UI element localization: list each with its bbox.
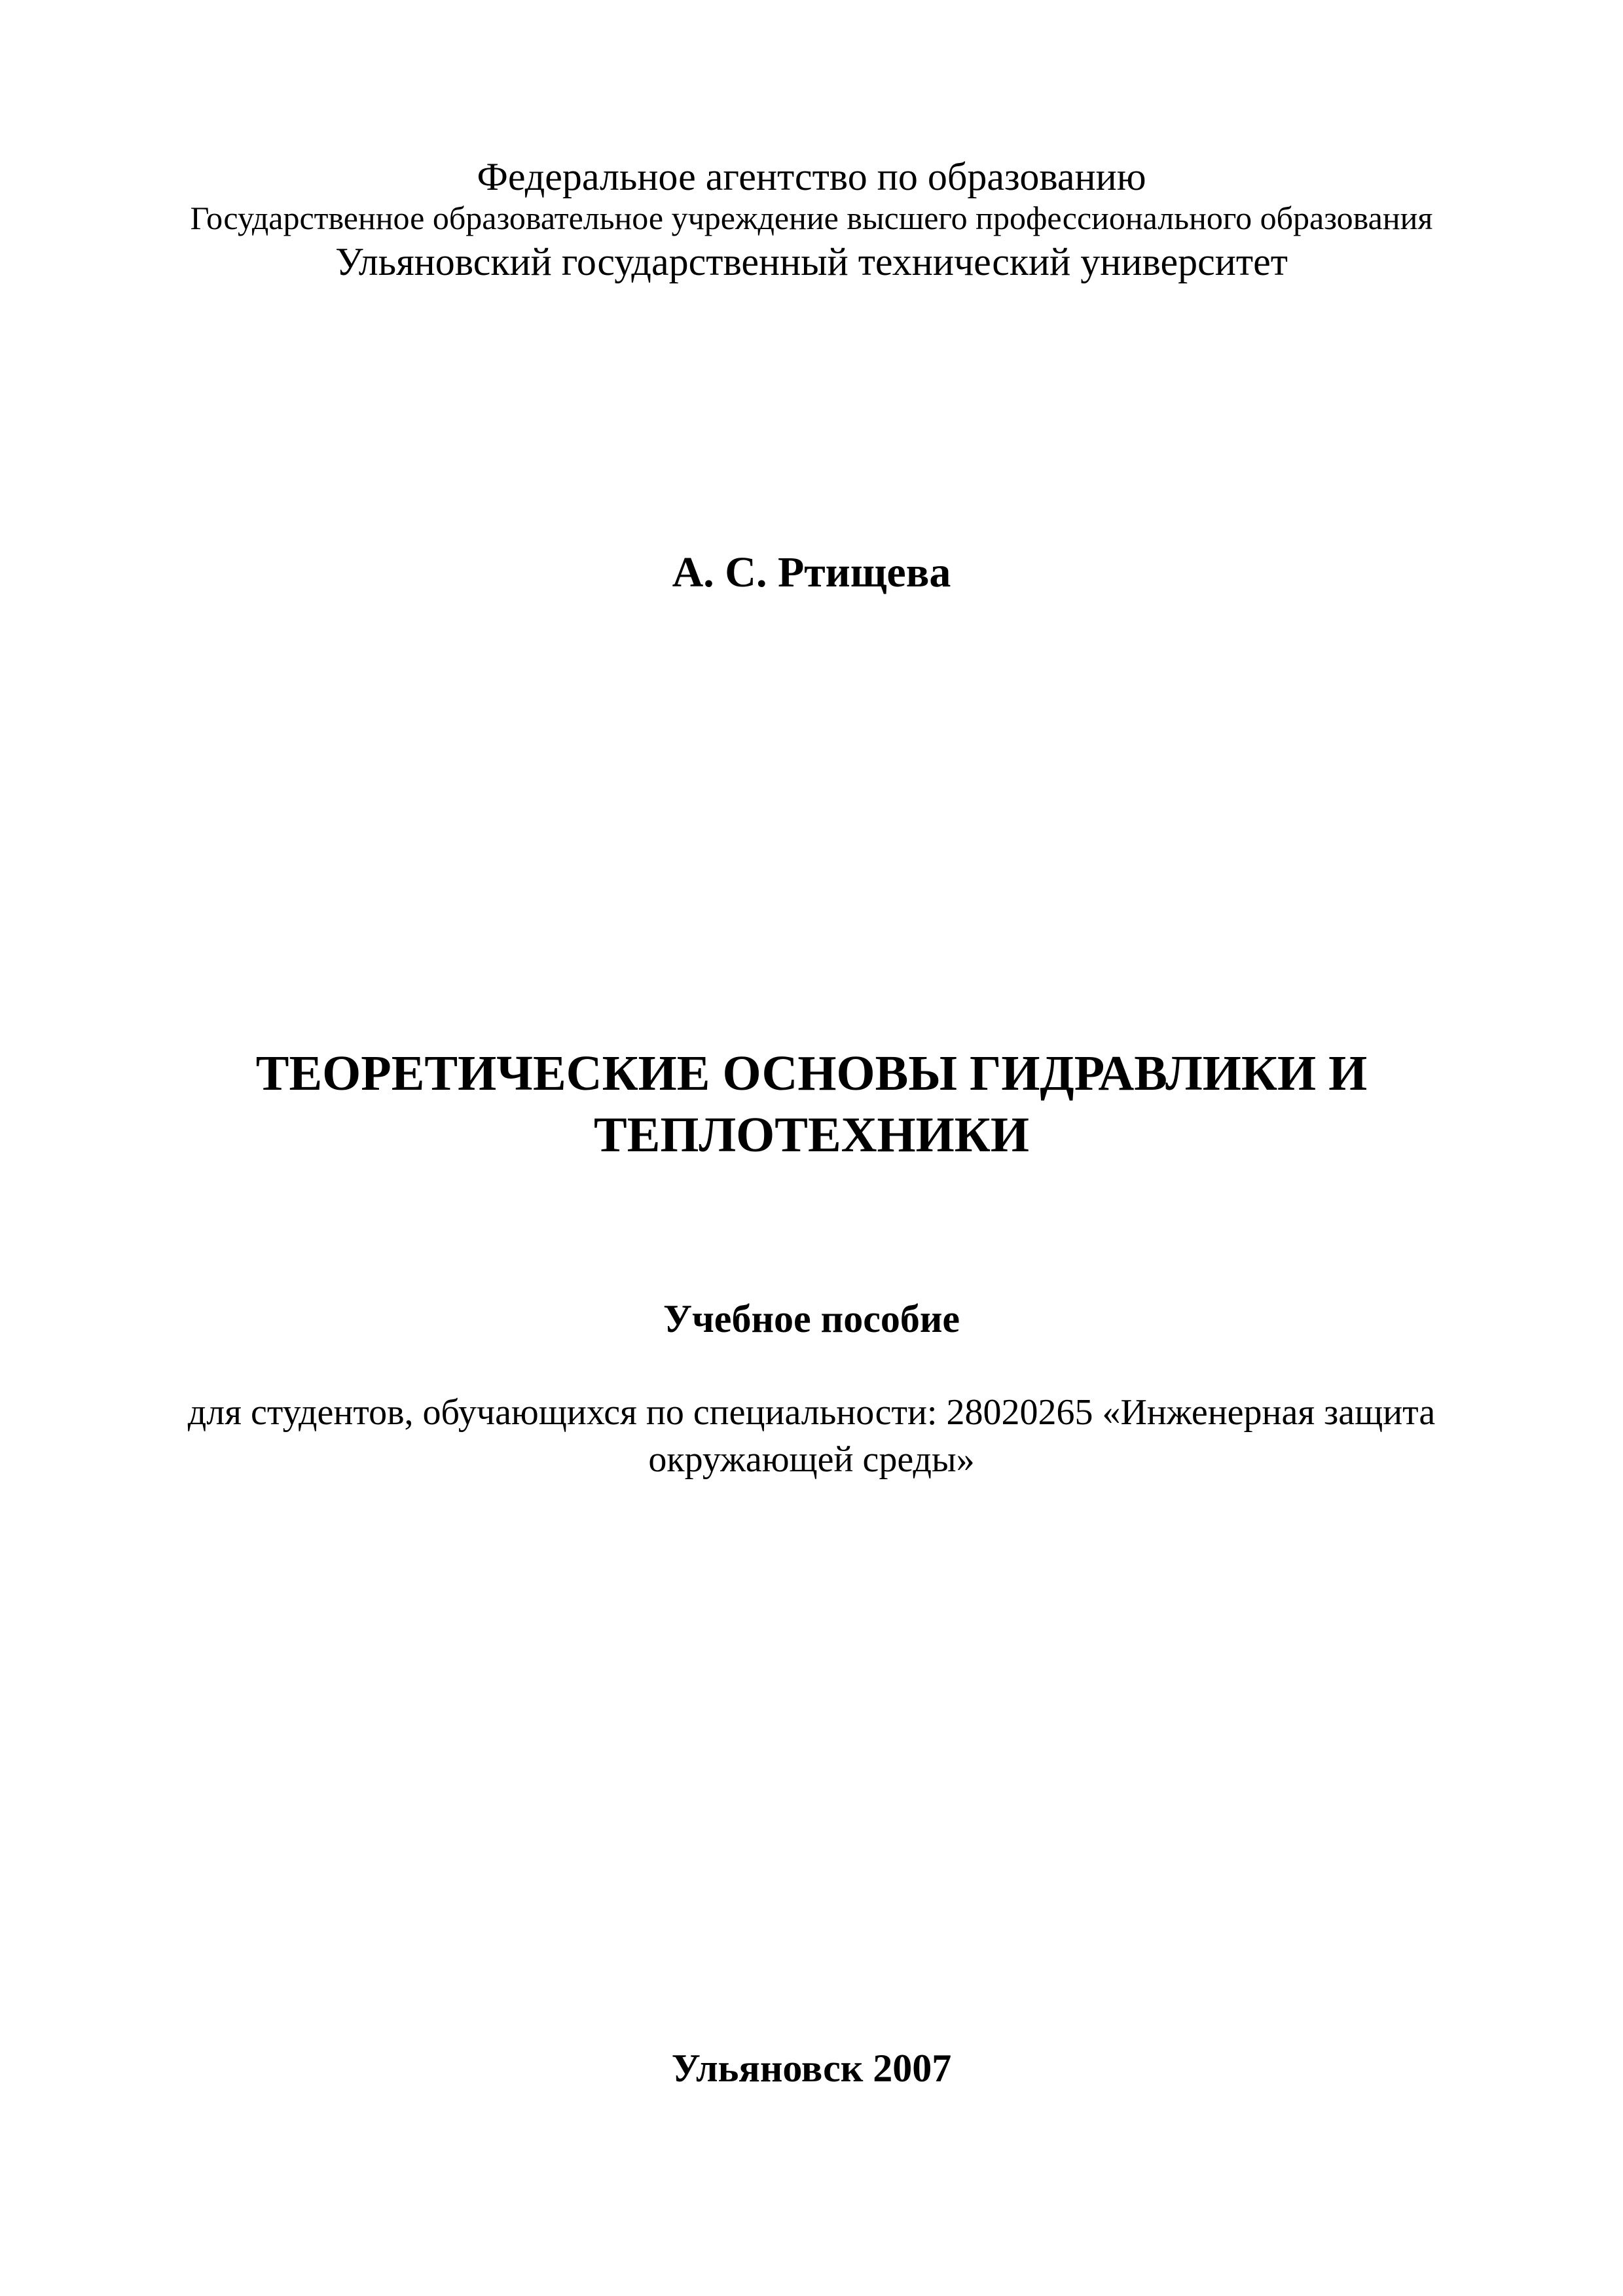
author-name: А. С. Ртищева xyxy=(672,548,951,596)
audience-line-2: окружающей среды» xyxy=(648,1439,975,1480)
institution-type: Государственное образовательное учреждение высшего профессионального образования xyxy=(190,200,1433,236)
audience-line-1: для студентов, обучающихся по специальности: 28020265 «Инженерная защита xyxy=(187,1392,1436,1433)
university-name: Ульяновский государственный технический университет xyxy=(335,240,1288,283)
book-title-line-1: ТЕОРЕТИЧЕСКИЕ ОСНОВЫ ГИДРАВЛИКИ И xyxy=(255,1046,1368,1101)
document-type: Учебное пособие xyxy=(663,1297,960,1340)
agency-name: Федеральное агентство по образованию xyxy=(477,155,1146,198)
imprint-place-year: Ульяновск 2007 xyxy=(671,2047,952,2090)
book-title-line-2: ТЕПЛОТЕХНИКИ xyxy=(594,1107,1029,1162)
